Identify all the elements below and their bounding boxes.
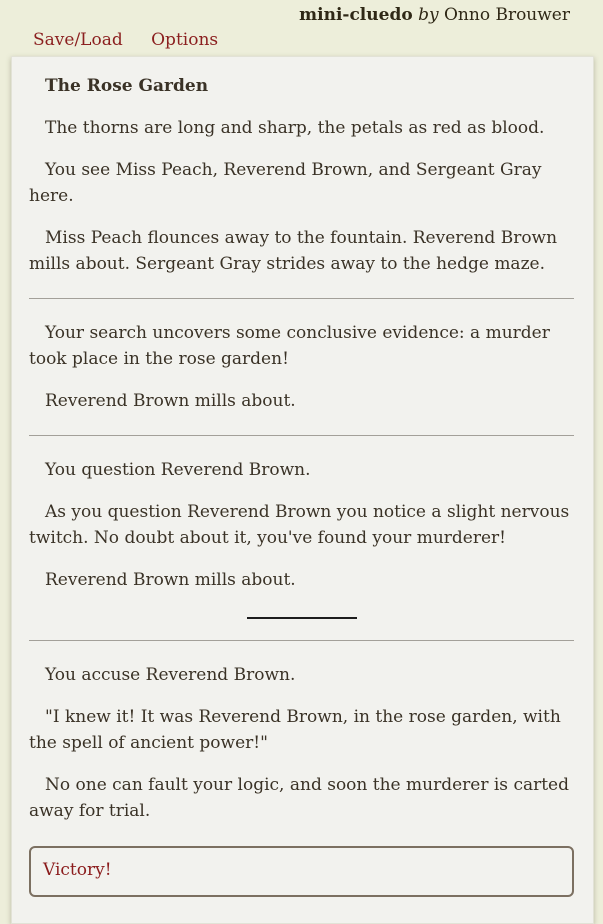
scene-break-rule: [247, 617, 357, 619]
victory-status-box: [29, 846, 574, 897]
story-paragraph: Reverend Brown mills about.: [45, 570, 296, 590]
story-paragraph: You see Miss Peach, Reverend Brown, and Sergeant Gray here.: [29, 160, 542, 206]
menu-bar: [0, 26, 603, 56]
story-paragraph: As you question Reverend Brown you notice a slight nervous twitch. No doubt about it, you've found your murderer!: [29, 502, 570, 548]
victory-text: Victory!: [43, 860, 112, 880]
options-link[interactable]: Options: [151, 30, 219, 50]
story-paragraph: "I knew it! It was Reverend Brown, in the rose garden, with the spell of ancient power!": [29, 707, 561, 753]
game-title: mini-cluedo: [299, 5, 413, 25]
turn-separator: [29, 298, 574, 299]
header-title: [0, 0, 603, 26]
story-paragraph: The thorns are long and sharp, the petals as red as blood.: [45, 118, 545, 138]
story-paragraph: You accuse Reverend Brown.: [45, 665, 296, 685]
turn-separator: [29, 640, 574, 641]
save-load-link[interactable]: Save/Load: [33, 30, 123, 50]
author-name: Onno Brouwer: [443, 5, 570, 25]
story-paragraph: Miss Peach flounces away to the fountain. Reverend Brown mills about. Sergeant Gray strides away to the hedge maze.: [29, 228, 558, 274]
story-panel: [11, 56, 594, 924]
story-paragraph: You question Reverend Brown.: [45, 460, 311, 480]
story-paragraph: No one can fault your logic, and soon the murderer is carted away for trial.: [29, 775, 569, 821]
turn-separator: [29, 435, 574, 436]
byline: by: [418, 5, 439, 25]
room-heading: The Rose Garden: [45, 76, 209, 96]
story-paragraph: Reverend Brown mills about.: [45, 391, 296, 411]
story-paragraph: Your search uncovers some conclusive evidence: a murder took place in the rose garden!: [29, 323, 550, 369]
